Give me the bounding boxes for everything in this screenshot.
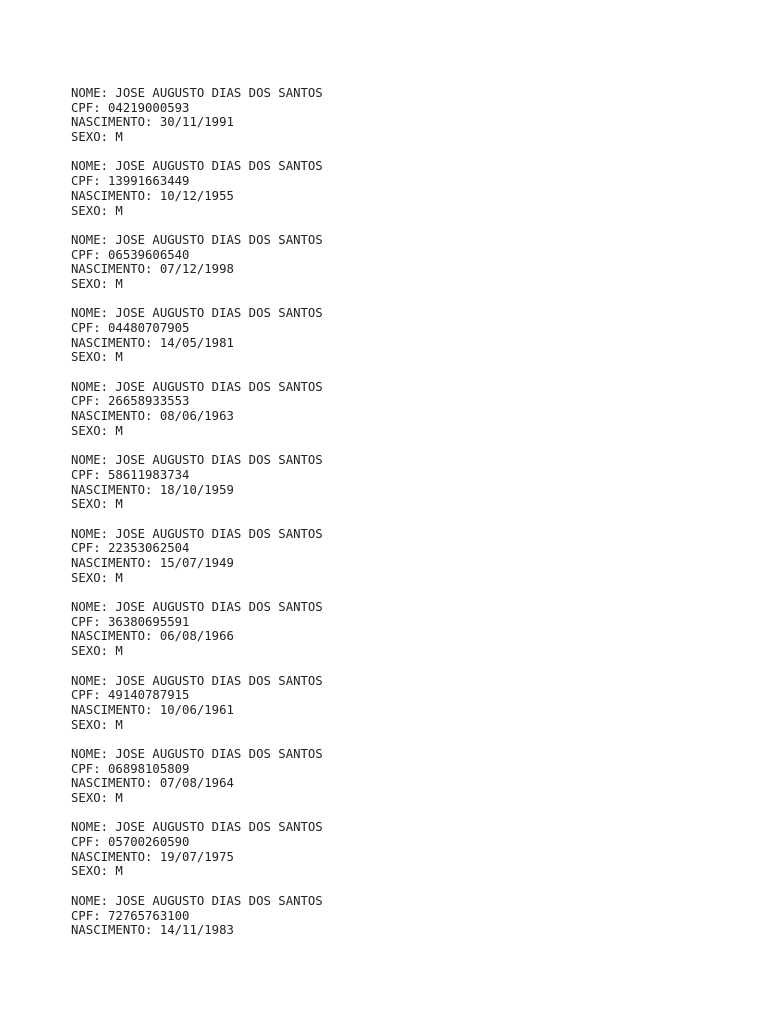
person-record: [71, 674, 323, 733]
record-birthdate: NASCIMENTO: 14/11/1983: [71, 923, 234, 938]
record-sex: SEXO: M: [71, 350, 123, 365]
person-record: [71, 159, 323, 218]
record-cpf: CPF: 04480707905: [71, 321, 190, 335]
record-cpf: CPF: 72765763100: [71, 908, 190, 923]
person-record: [71, 527, 323, 586]
document-page: [71, 86, 323, 953]
record-sex: SEXO: M: [71, 570, 123, 585]
record-birthdate: NASCIMENTO: 07/08/1964: [71, 776, 234, 791]
record-sex: SEXO: M: [71, 497, 123, 512]
record-cpf: CPF: 04219000593: [71, 100, 190, 115]
record-name: NOME: JOSE AUGUSTO DIAS DOS SANTOS: [71, 526, 323, 541]
record-cpf: CPF: 06539606540: [71, 247, 190, 262]
person-record: [71, 233, 323, 292]
record-name: NOME: JOSE AUGUSTO DIAS DOS SANTOS: [71, 453, 323, 468]
record-cpf: CPF: 13991663449: [71, 174, 190, 189]
record-birthdate: NASCIMENTO: 15/07/1949: [71, 556, 234, 570]
record-birthdate: NASCIMENTO: 14/05/1981: [71, 335, 234, 350]
record-cpf: CPF: 06898105809: [71, 761, 190, 776]
person-record: [71, 453, 323, 512]
record-birthdate: NASCIMENTO: 08/06/1963: [71, 409, 234, 424]
record-name: NOME: JOSE AUGUSTO DIAS DOS SANTOS: [71, 820, 323, 835]
person-record: [71, 306, 323, 365]
record-cpf: CPF: 58611983734: [71, 467, 190, 482]
record-cpf: CPF: 49140787915: [71, 688, 190, 703]
record-birthdate: NASCIMENTO: 18/10/1959: [71, 482, 234, 497]
record-birthdate: NASCIMENTO: 10/12/1955: [71, 188, 234, 203]
record-birthdate: NASCIMENTO: 07/12/1998: [71, 262, 234, 277]
record-sex: SEXO: M: [71, 864, 123, 879]
record-cpf: CPF: 26658933553: [71, 394, 190, 409]
record-sex: SEXO: M: [71, 644, 123, 659]
record-name: NOME: JOSE AUGUSTO DIAS DOS SANTOS: [71, 893, 323, 908]
record-name: NOME: JOSE AUGUSTO DIAS DOS SANTOS: [71, 232, 323, 247]
record-birthdate: NASCIMENTO: 06/08/1966: [71, 629, 234, 644]
record-name: NOME: JOSE AUGUSTO DIAS DOS SANTOS: [71, 379, 323, 394]
record-sex: SEXO: M: [71, 791, 123, 805]
person-record: [71, 380, 323, 439]
person-record: [71, 820, 323, 879]
record-sex: SEXO: M: [71, 276, 123, 291]
record-birthdate: NASCIMENTO: 30/11/1991: [71, 115, 234, 130]
record-birthdate: NASCIMENTO: 10/06/1961: [71, 702, 234, 717]
person-record: [71, 86, 323, 145]
record-cpf: CPF: 22353062504: [71, 541, 190, 556]
record-sex: SEXO: M: [71, 423, 123, 438]
record-cpf: CPF: 36380695591: [71, 614, 190, 629]
record-name: NOME: JOSE AUGUSTO DIAS DOS SANTOS: [71, 306, 323, 321]
person-record: [71, 747, 323, 806]
person-record: [71, 600, 323, 659]
record-sex: SEXO: M: [71, 717, 123, 732]
record-sex: SEXO: M: [71, 130, 123, 145]
record-name: NOME: JOSE AUGUSTO DIAS DOS SANTOS: [71, 86, 323, 100]
record-name: NOME: JOSE AUGUSTO DIAS DOS SANTOS: [71, 600, 323, 615]
person-record: [71, 894, 323, 938]
record-name: NOME: JOSE AUGUSTO DIAS DOS SANTOS: [71, 673, 323, 688]
record-cpf: CPF: 05700260590: [71, 835, 190, 850]
record-name: NOME: JOSE AUGUSTO DIAS DOS SANTOS: [71, 746, 323, 761]
record-birthdate: NASCIMENTO: 19/07/1975: [71, 849, 234, 864]
record-sex: SEXO: M: [71, 203, 123, 218]
record-name: NOME: JOSE AUGUSTO DIAS DOS SANTOS: [71, 159, 323, 174]
